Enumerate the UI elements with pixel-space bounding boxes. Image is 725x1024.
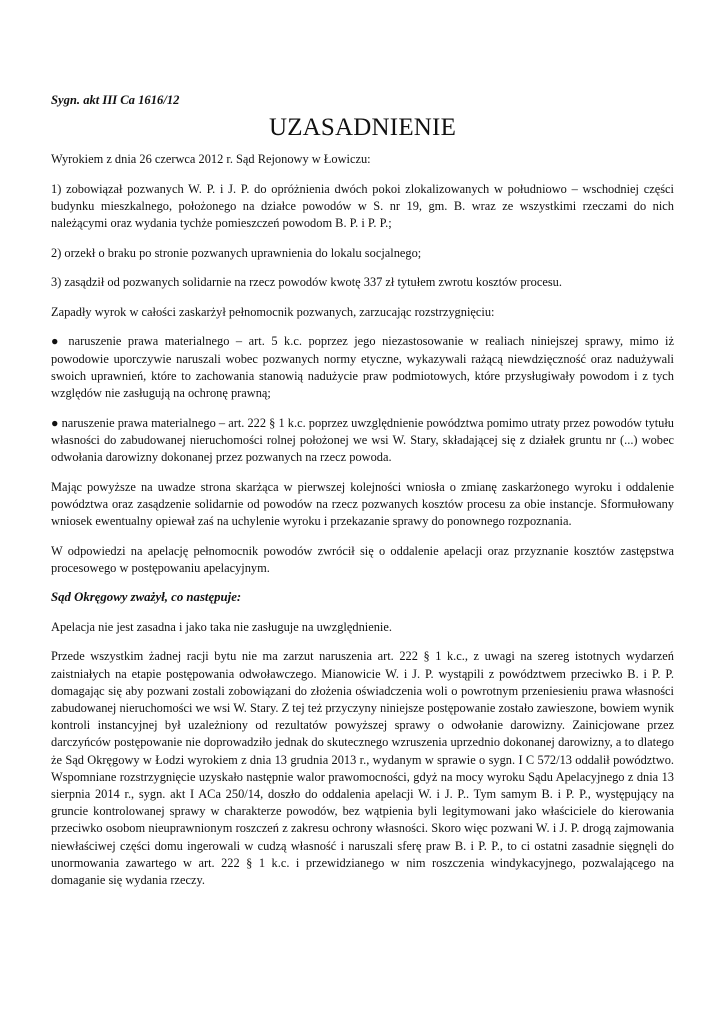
- paragraph-appeal-unfounded: Apelacja nie jest zasadna i jako taka nie zasługuje na uwzględnienie.: [51, 619, 392, 634]
- document-title: UZASADNIENIE: [268, 114, 457, 141]
- paragraph-charge-art5: ● naruszenie prawa materialnego – art. 5 k.c. poprzez jego niezastosowanie w realiach niniejszej sprawy, mimo iż powodowie uporczywie naruszali wobec pozwanych normy etyczne, wykazywali rażącą niewdzięczność oraz nadużywali swoich uprawnień, które to zachowania stanowią nadużycie praw podmiotowych, które przysługiwały powodom i z tych względów nie zasługują na ochronę prawną;: [51, 334, 674, 400]
- paragraph-point-3: 3) zasądził od pozwanych solidarnie na rzecz powodów kwotę 337 zł tytułem zwrotu kosztów procesu.: [51, 275, 562, 290]
- paragraph-point-2: 2) orzekł o braku po stronie pozwanych uprawnienia do lokalu socjalnego;: [51, 245, 422, 260]
- document-page: [51, 92, 674, 902]
- section-heading: Sąd Okręgowy zważył, co następuje:: [51, 590, 242, 605]
- paragraph-reasoning: Przede wszystkim żadnej racji bytu nie ma zarzut naruszenia art. 222 § 1 k.c., z uwagi na szereg istotnych wydarzeń zaistniałych na etapie postępowania odwoławczego. Mianowicie W. i J. P. wystąpili z powództwem przeciwko B. i P. P. domagając się aby pozwani zostali zobowiązani do złożenia oświadczenia woli o powrotnym przeniesieniu prawa własności zabudowanej nieruchomości we wsi W. Stary. Z tej też przyczyny niniejsze postępowanie zostało zawieszone, bowiem wynik kontroli instancyjnej był uzależniony od rezultatów powyższej sprawy o odwołanie darowizny. Zainicjowane przez darczyńców postępowanie nie doprowadziło jednak do skutecznego wzruszenia uprzednio dokonanej darowizny, a to dlatego że Sąd Okręgowy w Łodzi wyrokiem z dnia 13 grudnia 2013 r., wydanym w sprawie o sygn. I C 572/13 oddalił powództwo. Wspomniane rozstrzygnięcie uzyskało następnie walor prawomocności, gdyż na mocy wyroku Sądu Apelacyjnego z dnia 13 sierpnia 2014 r., sygn. akt I ACa 250/14, doszło do oddalenia apelacji W. i J. P.. Tym samym B. i P. P., występujący na gruncie kontrolowanej sprawy w charakterze powodów, bez wątpienia byli legitymowani jako właściciele do kierowania przeciwko osobom nieuprawnionym roszczeń z zakresu ochrony własności. Skoro więc pozwani W. i J. P. drogą zajmowania niewłaściwej części domu ingerowali w cudzą własność i naruszali sferę praw B. i P. P., to ci ostatni zasadnie sięgnęli do unormowania zawartego w art. 222 § 1 k.c. i przewidzianego w nim roszczenia windykacyjnego, pozwalającego na domaganie się wydania rzeczy.: [51, 649, 674, 887]
- case-number: Sygn. akt III Ca 1616/12: [51, 93, 180, 107]
- paragraph-response: W odpowiedzi na apelację pełnomocnik powodów zwrócił się o oddalenie apelacji oraz przyznanie kosztów zastępstwa procesowego w postępowaniu apelacyjnym.: [51, 543, 674, 575]
- paragraph-charge-art222: ● naruszenie prawa materialnego – art. 222 § 1 k.c. poprzez uwzględnienie powództwa pomimo utraty przez powodów tytułu własności do zabudowanej nieruchomości rolnej położonej we wsi W. Stary, składającej się z działek gruntu nr (...) wobec odwołania darowizny dokonanej przez pozwanych na rzecz powoda.: [51, 415, 674, 464]
- paragraph-appeal-intro: Zapadły wyrok w całości zaskarżył pełnomocnik pozwanych, zarzucając rozstrzygnięciu:: [51, 304, 495, 319]
- paragraph-point-1: 1) zobowiązał pozwanych W. P. i J. P. do opróżnienia dwóch pokoi zlokalizowanych w południowo – wschodniej części budynku mieszkalnego, położonego na działce powodów w S. nr 19, gm. B. wraz ze wszystkimi rzeczami do nich należącymi oraz wydania tychże pomieszczeń powodom B. P. i P. P.;: [51, 181, 674, 230]
- paragraph-appeal-request: Mając powyższe na uwadze strona skarżąca w pierwszej kolejności wniosła o zmianę zaskarżonego wyroku i oddalenie powództwa oraz zasądzenie solidarnie od powodów na rzecz pozwanych kosztów procesu za obie instancje. Sformułowany wniosek ewentualny opiewał zaś na uchylenie wyroku i przekazanie sprawy do ponownego rozpoznania.: [51, 479, 674, 528]
- paragraph-judgment-intro: Wyrokiem z dnia 26 czerwca 2012 r. Sąd Rejonowy w Łowiczu:: [51, 152, 371, 166]
